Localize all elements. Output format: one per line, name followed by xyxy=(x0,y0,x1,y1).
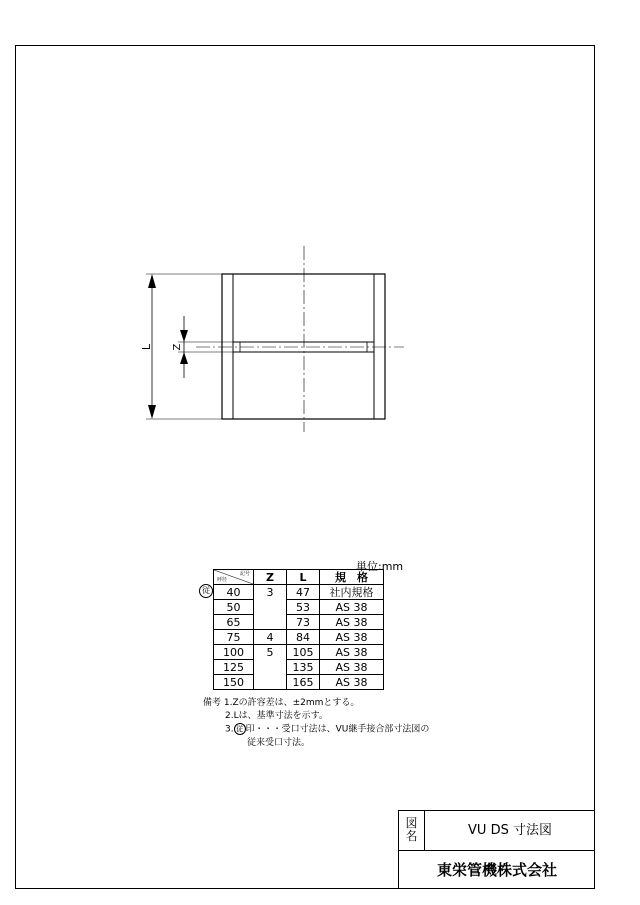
cell-z xyxy=(254,600,287,615)
note-3-number: 3. xyxy=(225,724,234,735)
diag-top-label: 記号 xyxy=(239,571,250,577)
unit-label: 単位:mm xyxy=(356,560,404,573)
table-row xyxy=(214,645,384,660)
cell-size: 100 xyxy=(214,645,254,660)
notes-block xyxy=(203,697,429,750)
note-3 xyxy=(203,723,429,737)
cell-size: 50 xyxy=(214,600,254,615)
note-2: 2.Lは、基準寸法を示す。 xyxy=(225,711,328,721)
diag-bottom-label: 呼径 xyxy=(217,577,228,583)
title-label-top: 図 xyxy=(405,816,418,830)
cell-spec: AS 38 xyxy=(320,675,384,690)
table-row xyxy=(214,600,384,615)
cell-size: 40 xyxy=(214,585,254,600)
cell-l: 73 xyxy=(287,615,320,630)
note-3-text: 印・・・受口寸法は、VU継手接合部寸法図の xyxy=(245,724,430,735)
cell-l: 53 xyxy=(287,600,320,615)
title-block xyxy=(398,810,594,888)
stamp-mark: 従 xyxy=(199,584,213,598)
table-row xyxy=(214,615,384,630)
title-label xyxy=(399,811,425,851)
table-row xyxy=(214,675,384,690)
cell-spec: AS 38 xyxy=(320,630,384,645)
cell-l: 84 xyxy=(287,630,320,645)
note-4: 従来受口寸法。 xyxy=(247,737,311,748)
cell-z xyxy=(254,675,287,690)
note-stamp-mark: 従 xyxy=(234,723,246,735)
cell-spec: AS 38 xyxy=(320,645,384,660)
cell-size: 125 xyxy=(214,660,254,675)
L-arrow-top xyxy=(148,274,156,288)
cell-spec: AS 38 xyxy=(320,600,384,615)
fitting-outline xyxy=(222,274,385,419)
cell-l: 105 xyxy=(287,645,320,660)
table-header-row xyxy=(214,570,384,585)
cell-z xyxy=(254,615,287,630)
cell-l: 165 xyxy=(287,675,320,690)
drawing-name: VU DS 寸法図 xyxy=(425,811,595,851)
dimension-table xyxy=(213,569,384,690)
cell-l: 135 xyxy=(287,660,320,675)
table-row xyxy=(214,585,384,600)
cell-z: 4 xyxy=(254,630,287,645)
Z-arrow-top xyxy=(180,330,188,342)
cell-l: 47 xyxy=(287,585,320,600)
Z-arrow-bottom xyxy=(180,352,188,364)
cell-spec: AS 38 xyxy=(320,660,384,675)
cell-z: 5 xyxy=(254,645,287,660)
note-1: 備考 1.Zの許容差は、±2mmとする。 xyxy=(203,698,360,708)
Z-label: Z xyxy=(172,343,183,351)
header-spec: 規 格 xyxy=(320,570,384,585)
table-row xyxy=(214,630,384,645)
cell-size: 65 xyxy=(214,615,254,630)
header-l: L xyxy=(287,570,320,585)
table-row xyxy=(214,660,384,675)
diagonal-header-cell xyxy=(214,570,254,585)
cell-spec: AS 38 xyxy=(320,615,384,630)
L-label: L xyxy=(140,343,153,351)
cell-size: 75 xyxy=(214,630,254,645)
cell-z: 3 xyxy=(254,585,287,600)
L-arrow-bottom xyxy=(148,405,156,419)
company-name: 東栄管機株式会社 xyxy=(436,861,557,879)
cell-spec: 社内規格 xyxy=(320,585,384,600)
title-label-bottom: 名 xyxy=(405,829,418,843)
header-z: Z xyxy=(254,570,287,585)
cell-z xyxy=(254,660,287,675)
cell-size: 150 xyxy=(214,675,254,690)
